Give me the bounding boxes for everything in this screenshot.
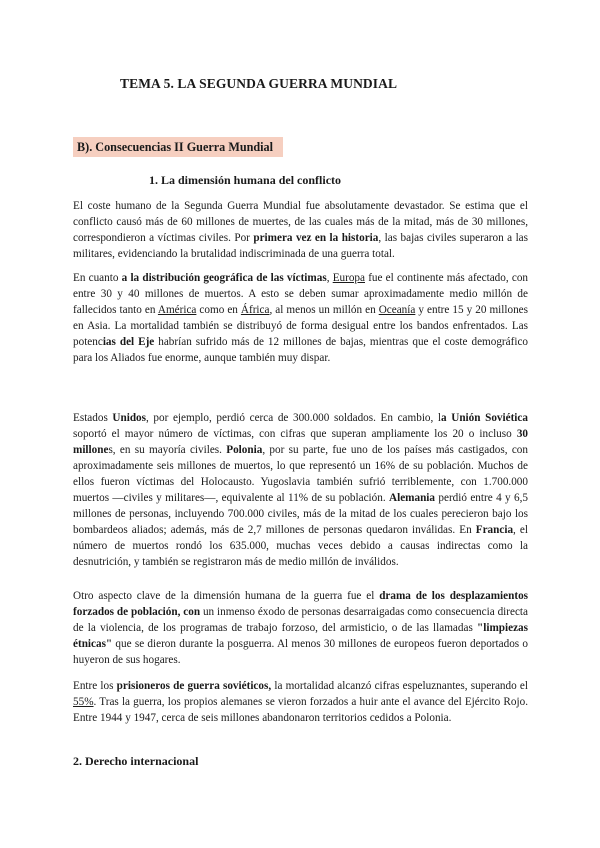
bold-phrase: Francia bbox=[475, 524, 514, 536]
underlined-word: Europa bbox=[332, 272, 365, 284]
bold-phrase: Unidos bbox=[112, 412, 147, 424]
bold-phrase: a Unión Soviética bbox=[441, 412, 528, 424]
section-heading: B). Consecuencias II Guerra Mundial bbox=[77, 140, 274, 154]
bold-phrase: a la distribución geográfica de las víctimas bbox=[121, 272, 327, 284]
paragraph-3: Estados Unidos, por ejemplo, perdió cerca de 300.000 soldados. En cambio, la Unión Soviética soportó el mayor número de víctimas, con cifras que superan ampliamente los 20 o incluso 30 millones, en su mayoría civiles. Polonia, por su parte, fue uno de los países más castigados, con aproximadamente seis millones de muertos, lo que representó un 16% de su población. Muchos de ellos fueron víctimas del Holocausto. Yugoslavia también sufrió terriblemente, con 1.700.000 muertos —civiles y militares—, equivalente al 11% de su población. Alemania perdió entre 4 y 6,5 millones de personas, incluyendo 700.000 civiles, más de la mitad de los cuales perecieron bajo los bombardeos aliados; además, más de 2,7 millones de personas quedaron inválidas. En Francia, el número de muertos rondó los 635.000, muchas veces debido a causas indirectas como la desnutrición, y también se registraron más de medio millón de inválidos. bbox=[73, 412, 528, 568]
bold-phrase: "limpiezas étnicas" bbox=[73, 622, 528, 650]
paragraph-1: El coste humano de la Segunda Guerra Mundial fue absolutamente devastador. Se estima que el conflicto causó más de 60 millones de muertes, de las cuales más de la mitad, más de 30 millones, correspondieron a víctimas civiles. Por primera vez en la historia, las bajas civiles superaron a las militares, evidenciando la brutalidad indiscriminada de una guerra total. bbox=[73, 200, 529, 260]
document-title: TEMA 5. LA SEGUNDA GUERRA MUNDIAL bbox=[120, 76, 398, 91]
section-heading-highlight bbox=[73, 137, 283, 157]
bold-phrase: drama de los desplazamientos forzados de población, con bbox=[73, 590, 529, 618]
bold-phrase: Alemania bbox=[389, 492, 436, 504]
paragraph-5: Entre los prisioneros de guerra soviéticos, la mortalidad alcanzó cifras espeluznantes, superando el 55%. Tras la guerra, los propios alemanes se vieron forzados a huir ante el avance del Ejército Rojo. Entre 1944 y 1947, cerca de seis millones abandonaron territorios cedidos a Polonia. bbox=[73, 680, 528, 724]
bold-phrase: ias del Eje bbox=[102, 336, 155, 348]
underlined-word: 55% bbox=[73, 696, 94, 708]
subheading: 1. La dimensión humana del conflicto bbox=[149, 173, 342, 187]
underlined-word: Oceanía bbox=[378, 304, 416, 316]
bold-phrase: Polonia bbox=[226, 444, 263, 456]
underlined-word: África bbox=[240, 304, 270, 316]
paragraph-2: En cuanto a la distribución geográfica de las víctimas, Europa fue el continente más afectado, con entre 30 y 40 millones de muertos. A esto se deben sumar aproximadamente medio millón de fallecidos tanto en América como en África, al menos un millón en Oceanía y entre 15 y 20 millones en Asia. La mortalidad también se distribuyó de forma desigual entre los bandos enfrentados. Las potencias del Eje habrían sufrido más de 12 millones de bajas, mientras que el coste demográfico para los Aliados fue enorme, aunque también muy dispar. bbox=[73, 272, 529, 364]
section-2-heading: 2. Derecho internacional bbox=[73, 754, 199, 768]
bold-phrase: 30 millone bbox=[73, 428, 528, 456]
paragraph-4: Otro aspecto clave de la dimensión humana de la guerra fue el drama de los desplazamientos forzados de población, con un inmenso éxodo de personas desarraigadas como consecuencia directa de la violencia, de los programas de trabajo forzoso, del armisticio, o de las llamadas "limpiezas étnicas" que se dieron durante la posguerra. Al menos 30 millones de europeos fueron deportados o huyeron de sus hogares. bbox=[73, 590, 529, 666]
underlined-word: América bbox=[157, 304, 197, 316]
bold-phrase: prisioneros de guerra soviéticos, bbox=[116, 680, 272, 692]
bold-phrase: primera vez en la historia bbox=[253, 232, 379, 244]
